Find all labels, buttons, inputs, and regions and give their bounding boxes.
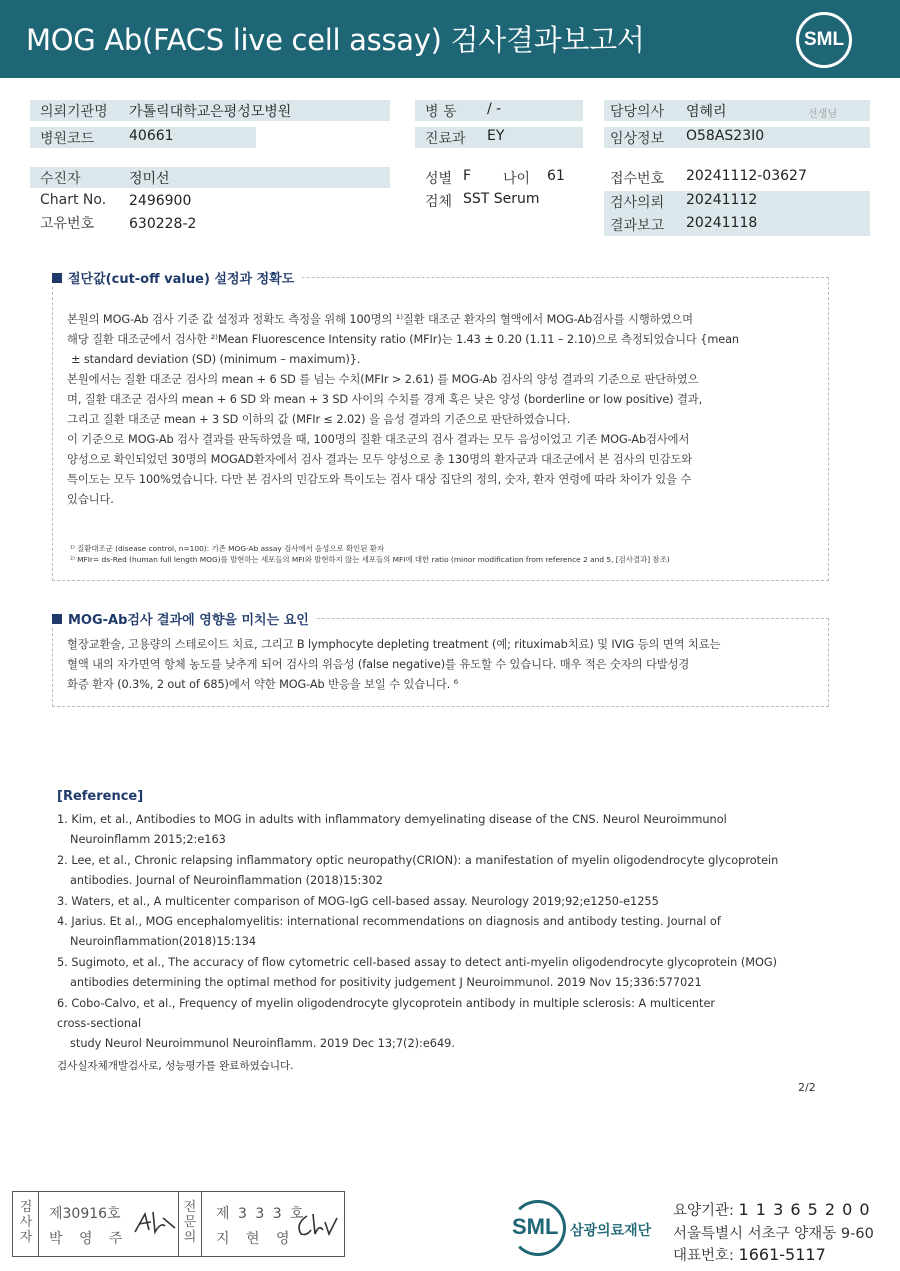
list-item: 5. Sugimoto, et al., The accuracy of flow cytometric cell-based assay to detect anti-myelin oligodendrocyte glycoprotein (MOG) [57,955,778,969]
list-item: 4. Jarius. Et al., MOG encephalomyelitis: international recommendations on diagnosis and antibody testing. Journal of [57,915,721,929]
hospital-code-value: 40661 [129,128,174,144]
patient-label: 수진자 [40,171,81,187]
list-item: Neuroinflammation(2018)15:134 [70,935,257,949]
specimen-label: 검체 [425,194,453,210]
age-value: 61 [547,168,565,184]
list-item: antibodies. Journal of Neuroinflammation (2018)15:302 [70,874,383,888]
ward-label: 병 동 [425,104,457,120]
patient-value: 정미선 [129,171,170,187]
reference-list [57,810,778,1055]
doctor-suffix: 선생님 [808,109,837,120]
address: 서울특별시 서초구 양재동 9-60 [673,1226,874,1242]
cutoff-footnotes: ¹⁾ 질환대조군 (disease control, n=100): 기존 MOG-Ab assay 검사에서 음성으로 확인된 환자 ²⁾ MFIr= ds-Red (human full length MOG)를 발현하는 세포들의 MFI와 발현하지 않는 세포들의 MFI에 대한 ratio (minor modification from reference 2 and 5, [검사결과] 참조) [70,544,670,564]
cutoff-section-title: 절단값(cut-off value) 설정과 정확도 [52,268,302,287]
list-item: Neuroinflamm 2015;2:e163 [70,833,226,847]
report-header [0,0,900,78]
receipt-label: 접수번호 [610,171,665,187]
receipt-value: 20241112-03627 [686,168,807,184]
specialist-name: 지 현 영 [216,1231,296,1247]
report-label: 결과보고 [610,218,665,234]
institution-value: 가톨릭대학교은평성모병원 [129,104,292,120]
report-title: MOG Ab(FACS live cell assay) 검사결과보고서 [26,23,645,57]
age-label: 나이 [503,171,531,187]
factors-section-title: MOG-Ab검사 결과에 영향을 미치는 요인 [52,609,317,628]
org-name: 삼광의료재단 [570,1223,652,1239]
list-item: study Neurol Neuroimmunol Neuroinflamm. 2019 Dec 13;7(2):e649. [70,1037,455,1051]
specialist-signature-icon [293,1210,341,1240]
sml-logo: SML [796,12,852,68]
development-note: 검사실자체개발검사로, 성능평가를 완료하였습니다. [57,1060,294,1072]
factors-section-text: 혈장교환술, 고용량의 스테로이드 치료, 그리고 B lymphocyte depleting treatment (예; rituximab치료) 및 IVIG 등의 면역 치료는 혈액 내의 자가면역 항체 농도를 낮추게 되어 검사의 위음성 (false negative)를 유도할 수 있습니다. 매우 적은 숫자의 다발성경 화증 환자 (0.3%, 2 out of 685)에서 약한 MOG-Ab 반응을 보일 수 있습니다. ⁶ [67,638,721,691]
list-item: 6. Cobo-Calvo, et al., Frequency of myelin oligodendrocyte glycoprotein antibody in multiple sclerosis: A multicenter [57,996,716,1010]
clinical-value: O58AS23I0 [686,128,765,144]
request-value: 20241112 [686,192,758,208]
cutoff-section-text: 본원의 MOG-Ab 검사 기준 값 설정과 정확도 측정을 위해 100명의 ¹⁾질환 대조군 환자의 혈액에서 MOG-Ab검사를 시행하였으며 해당 질환 대조군에서 검사한 ²⁾Mean Fluorescence Intensity ratio (MFIr)는 1.43 ± 0.20 (1.11 – 2.10)으로 측정되었습니다 {mean ± standard deviation (SD) (minimum – maximum)}. 본원에서는 질환 대조군 검사의 mean + 6 SD 를 넘는 수치(MFIr > 2.61) 를 MOG-Ab 검사의 양성 결과의 기준으로 판단하였으 며, 질환 대조군 검사의 mean + 6 SD 와 mean + 3 SD 사이의 수치를 경계 혹은 낮은 양성 (borderline or low positive) 결과, 그리고 질환 대조군 mean + 3 SD 이하의 값 (MFIr ≤ 2.02) 을 음성 결과의 기준으로 판단하였습니다. 이 기준으로 MOG-Ab 검사 결과를 판독하였을 때, 100명의 질환 대조군의 검사 결과는 모두 음성이었고 기존 MOG-Ab검사에서 양성으로 확인되었던 30명의 MOGAD환자에서 검사 결과는 모두 양성으로 총 130명의 환자군과 대조군에서 본 검사의 민감도와 특이도는 모두 100%였습니다. 다만 본 검사의 민감도와 특이도는 검사 대상 집단의 정의, 숫자, 환자 연령에 따라 차이가 있을 수 있습니다. [67,313,739,506]
footer-sml-logo: SML 삼광의료재단 [510,1200,660,1260]
institution-label: 의뢰기관명 [40,104,108,120]
list-item: 3. Waters, et al., A multicenter comparison of MOG-IgG cell-based assay. Neurology 2019;92;e1250-e1255 [57,894,659,908]
list-item: cross-sectional [57,1017,142,1031]
examiner-label: 검 사 자 [19,1200,33,1245]
page-number: 2/2 [798,1081,816,1094]
clinical-label: 임상정보 [610,131,665,147]
signature-box [12,1191,345,1257]
facility-code: 요양기관: 1 1 3 6 5 2 0 0 [673,1200,871,1219]
list-item: antibodies determining the optimal method for positivity judgement J Neuroimmunol. 2019 Nov 15;336:577021 [70,976,702,990]
doctor-label: 담당의사 [610,104,665,120]
examiner-signature-icon [131,1208,179,1238]
sex-label: 성별 [425,171,453,187]
specialist-license: 제 3 3 3 호 [216,1206,306,1222]
specialist-label: 전 문 의 [183,1200,197,1245]
hospital-code-label: 병원코드 [40,131,95,147]
list-item: 1. Kim, et al., Antibodies to MOG in adults with inflammatory demyelinating disease of the CNS. Neurol Neuroimmunol [57,813,727,826]
list-item: 2. Lee, et al., Chronic relapsing inflammatory optic neuropathy(CRION): a manifestation of myelin oligodendrocyte glycoprotein [57,853,779,867]
specimen-value: SST Serum [463,191,540,207]
unique-value: 630228-2 [129,216,197,232]
unique-label: 고유번호 [40,216,95,232]
chart-label: Chart No. [40,192,107,208]
request-label: 검사의뢰 [610,195,665,211]
report-value: 20241118 [686,215,758,231]
chart-value: 2496900 [129,193,192,209]
reference-title: [Reference] [57,789,144,804]
dept-label: 진료과 [425,131,466,147]
sex-value: F [463,168,472,184]
phone: 대표번호: 1661-5117 [673,1245,826,1264]
examiner-license: 제30916호 [49,1206,121,1222]
dept-value: EY [487,128,505,144]
doctor-value: 염혜리 [686,104,727,120]
examiner-name: 박 영 주 [49,1231,129,1247]
ward-value: / - [487,101,502,117]
